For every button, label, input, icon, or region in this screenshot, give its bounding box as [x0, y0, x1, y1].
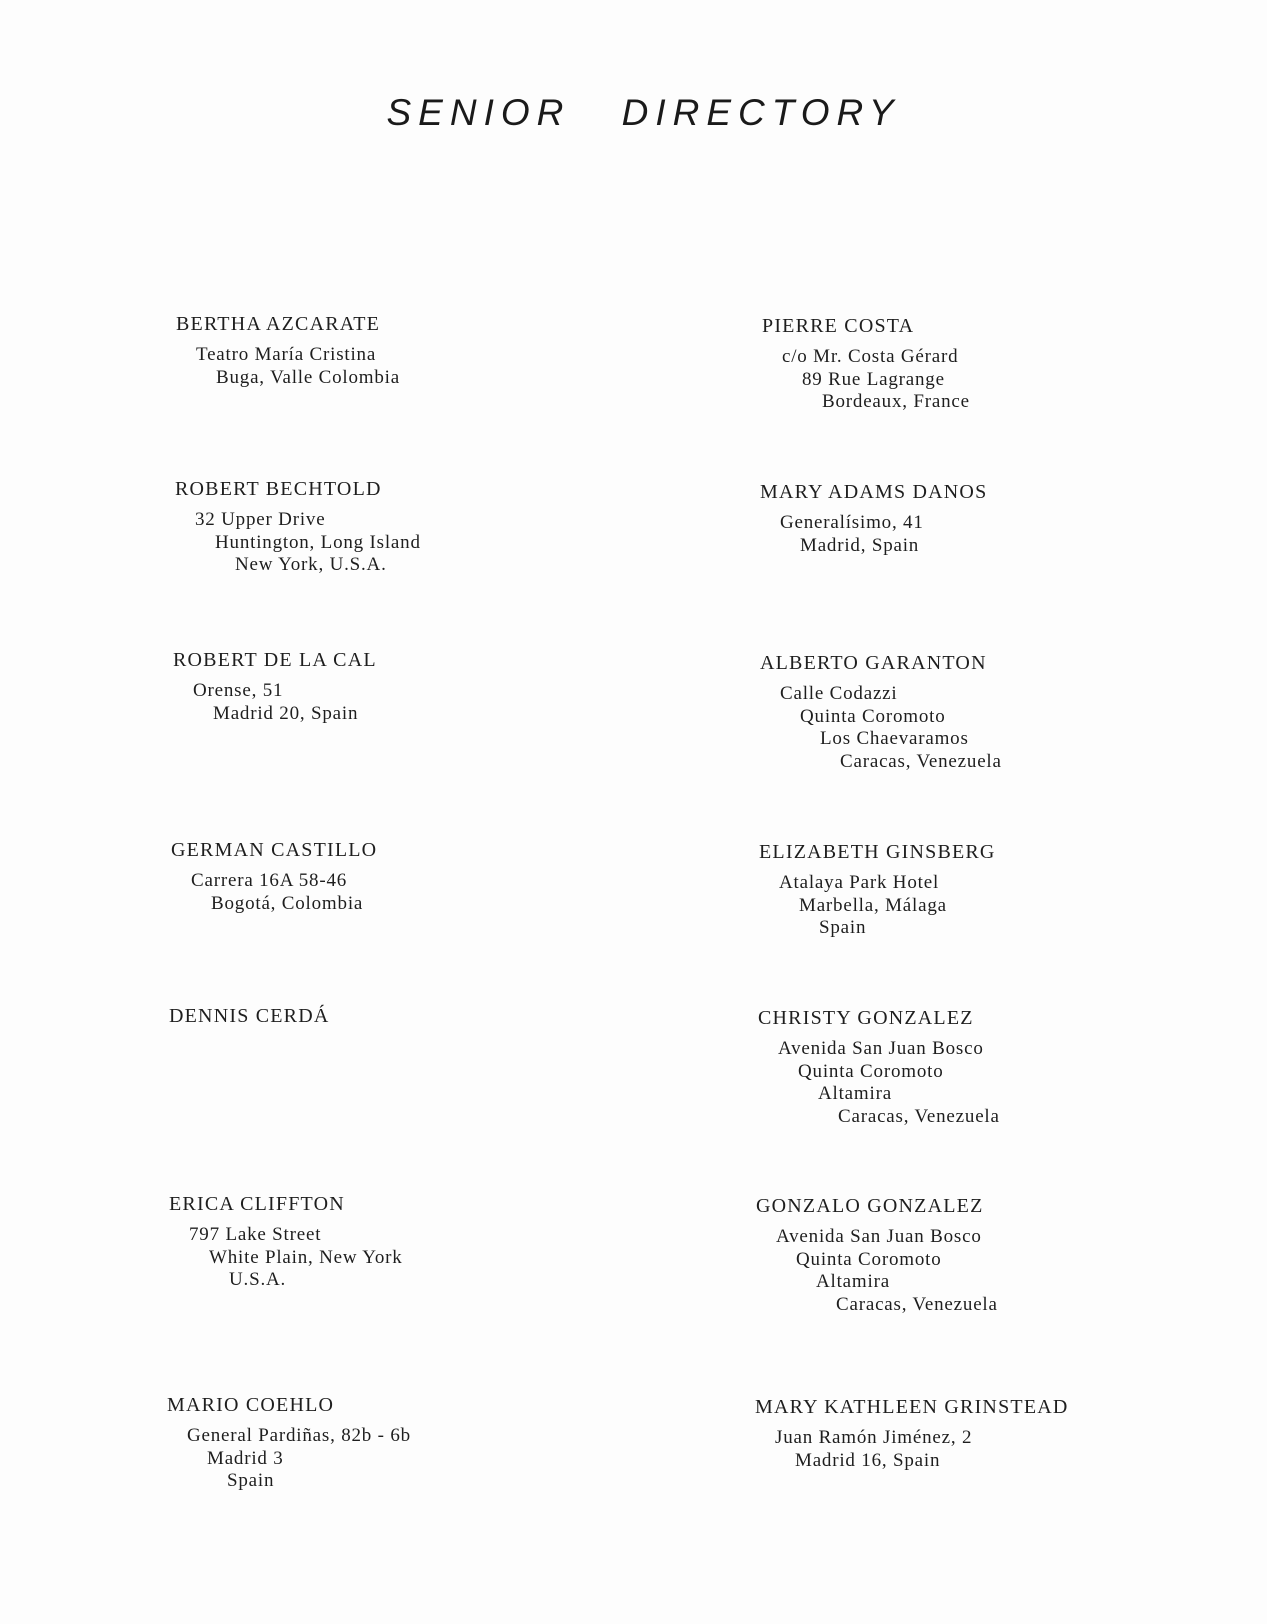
entry-name: GONZALO GONZALEZ — [756, 1195, 984, 1217]
address-line: Avenida San Juan Bosco — [776, 1226, 982, 1247]
address-line: Orense, 51 — [193, 680, 284, 701]
address-line: Quinta Coromoto — [800, 705, 946, 727]
address-line: Madrid 20, Spain — [213, 702, 359, 724]
entry-address — [760, 512, 987, 557]
entry-address — [755, 1427, 1069, 1472]
directory-entry-cerda — [169, 1004, 330, 1028]
directory-entry-christy-gonzalez — [758, 1006, 1000, 1128]
directory-entry-grinstead — [755, 1395, 1069, 1472]
entry-address — [756, 1226, 998, 1316]
entry-address — [758, 1038, 1000, 1128]
address-line: Madrid, Spain — [800, 534, 920, 556]
entry-name: GERMAN CASTILLO — [171, 839, 378, 861]
entry-name: ROBERT BECHTOLD — [175, 478, 382, 500]
entry-name: ELIZABETH GINSBERG — [759, 841, 996, 863]
address-line: Caracas, Venezuela — [836, 1293, 998, 1315]
entry-address — [762, 346, 970, 414]
entry-address — [171, 870, 377, 915]
address-line: U.S.A. — [229, 1269, 287, 1290]
address-line: Calle Codazzi — [780, 683, 898, 704]
entry-name: BERTHA AZCARATE — [176, 313, 381, 335]
address-line: Spain — [227, 1470, 275, 1491]
address-line: Altamira — [818, 1083, 892, 1104]
address-line: Buga, Valle Colombia — [216, 366, 400, 388]
directory-entry-delacal — [173, 648, 377, 725]
entry-name: ERICA CLIFFTON — [169, 1193, 345, 1215]
directory-entry-coehlo — [167, 1393, 411, 1493]
entry-name: MARIO COEHLO — [167, 1394, 335, 1416]
directory-entry-ginsberg — [759, 840, 996, 940]
address-line: Spain — [819, 917, 867, 938]
directory-entry-costa — [762, 314, 970, 414]
address-line: 32 Upper Drive — [195, 509, 326, 530]
directory-entry-azcarate — [176, 312, 400, 389]
entry-address — [173, 680, 377, 725]
entry-address — [759, 872, 996, 940]
address-line: Teatro María Cristina — [196, 344, 377, 365]
address-line: Marbella, Málaga — [799, 894, 947, 916]
entry-name: PIERRE COSTA — [762, 315, 915, 337]
address-line: Atalaya Park Hotel — [779, 872, 940, 893]
address-line: Generalísimo, 41 — [780, 512, 924, 533]
entry-address — [176, 344, 400, 389]
entry-address — [175, 509, 421, 577]
address-line: Avenida San Juan Bosco — [778, 1038, 984, 1059]
address-line: c/o Mr. Costa Gérard — [782, 346, 959, 367]
directory-entry-gonzalo-gonzalez — [756, 1194, 998, 1316]
directory-entry-castillo — [171, 838, 377, 915]
address-line: Los Chaevaramos — [820, 728, 969, 749]
address-line: Bogotá, Colombia — [211, 892, 364, 914]
directory-entry-danos — [760, 480, 987, 557]
address-line: Madrid 16, Spain — [795, 1449, 941, 1471]
directory-entry-bechtold — [175, 477, 421, 577]
address-line: Altamira — [816, 1271, 890, 1292]
entry-name: MARY KATHLEEN GRINSTEAD — [755, 1396, 1069, 1418]
directory-entry-garanton — [760, 651, 1002, 773]
address-line: 797 Lake Street — [189, 1224, 322, 1245]
address-line: Carrera 16A 58-46 — [191, 870, 348, 891]
address-line: Quinta Coromoto — [798, 1060, 944, 1082]
address-line: New York, U.S.A. — [235, 554, 387, 575]
entry-address — [169, 1224, 403, 1292]
address-line: Bordeaux, France — [822, 391, 970, 412]
entry-name: CHRISTY GONZALEZ — [758, 1007, 974, 1029]
entry-name: ALBERTO GARANTON — [760, 652, 987, 674]
address-line: Caracas, Venezuela — [840, 750, 1002, 772]
address-line: General Pardiñas, 82b - 6b — [187, 1425, 411, 1446]
address-line: White Plain, New York — [209, 1246, 403, 1268]
entry-name: ROBERT DE LA CAL — [173, 649, 377, 671]
directory-entry-cliffton — [169, 1192, 403, 1292]
address-line: Huntington, Long Island — [215, 531, 421, 553]
address-line: Quinta Coromoto — [796, 1248, 942, 1270]
address-line: Juan Ramón Jiménez, 2 — [775, 1427, 973, 1448]
entry-address — [167, 1425, 411, 1493]
address-line: Madrid 3 — [207, 1447, 284, 1469]
address-line: 89 Rue Lagrange — [802, 368, 945, 390]
entry-name: MARY ADAMS DANOS — [760, 481, 988, 503]
entry-address — [760, 683, 1002, 773]
address-line: Caracas, Venezuela — [838, 1105, 1000, 1127]
page-title: SENIOR DIRECTORY — [386, 92, 901, 133]
entry-name: DENNIS CERDÁ — [169, 1005, 330, 1027]
